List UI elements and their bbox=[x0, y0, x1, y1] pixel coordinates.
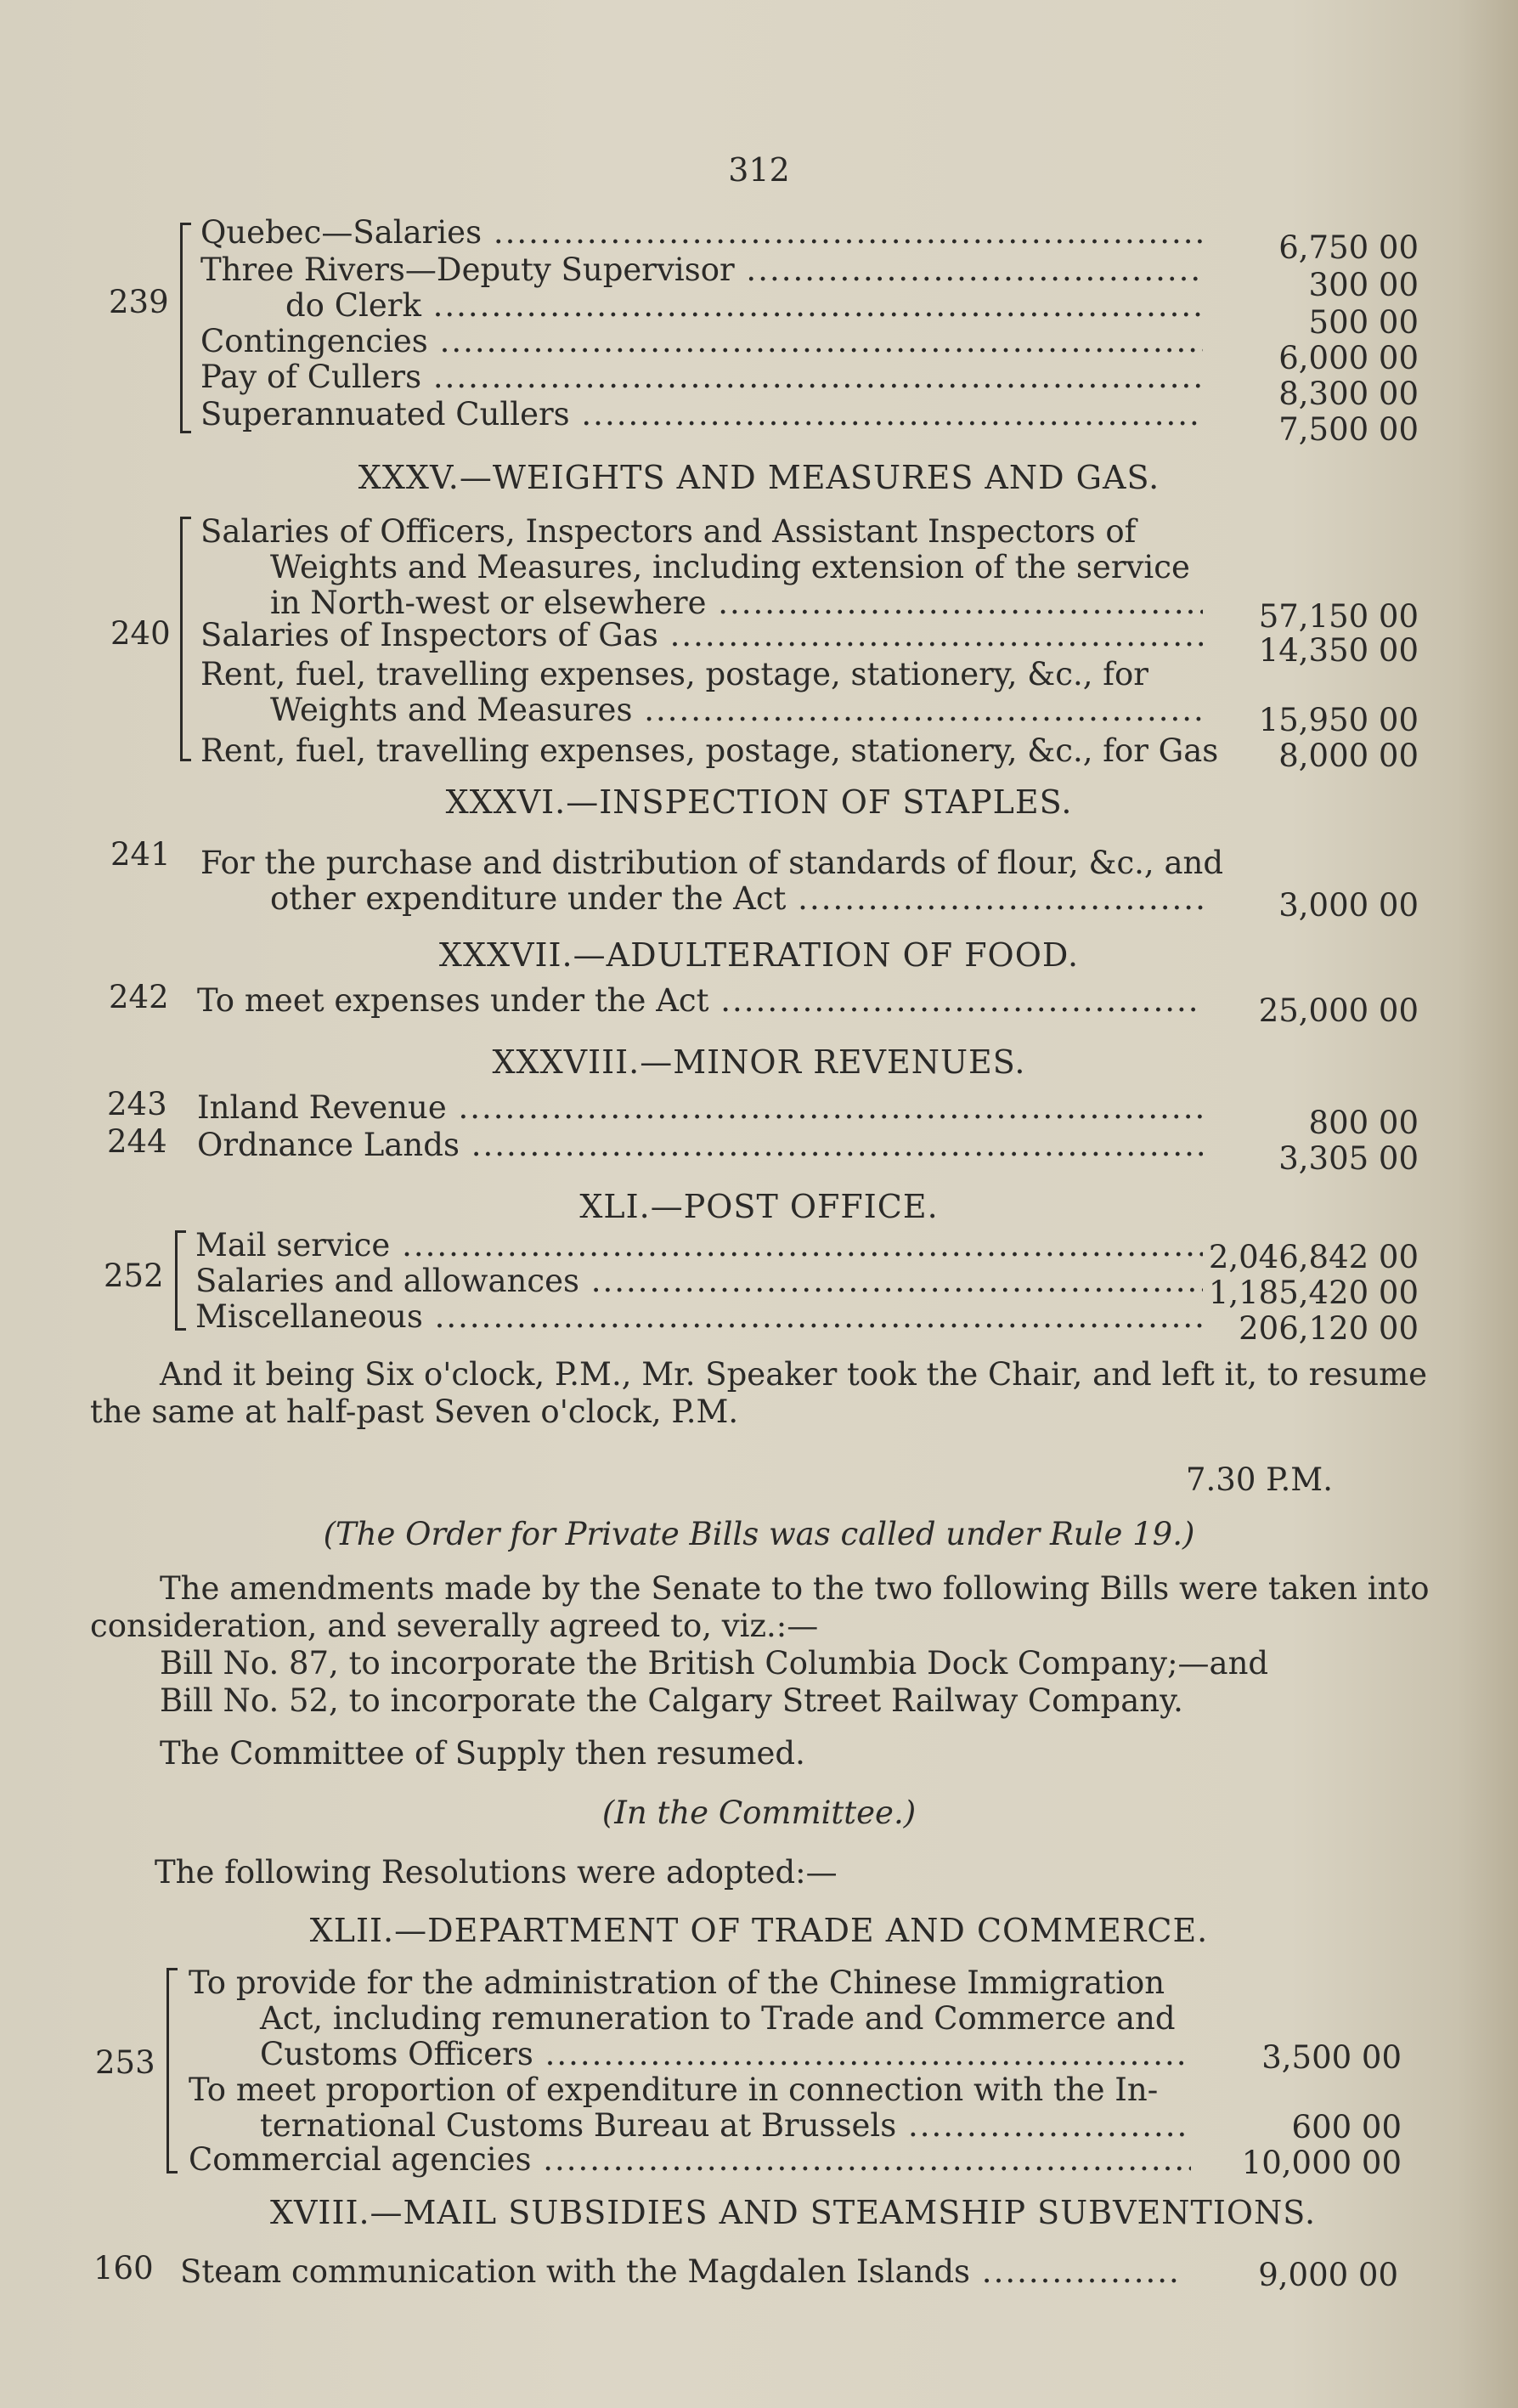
line-item: Inland Revenue ..... bbox=[197, 1089, 1203, 1126]
line-amount: 6,000 00 bbox=[1278, 340, 1419, 376]
line-item: Weights and Measures ..... bbox=[270, 692, 1203, 728]
line-amount: 10,000 00 bbox=[1241, 2145, 1402, 2181]
line-item: Ordnance Lands ..... bbox=[197, 1127, 1203, 1163]
line-amount: 14,350 00 bbox=[1258, 632, 1419, 669]
paragraph-line: consideration, and severally agreed to, viz.:— bbox=[90, 1608, 819, 1644]
item-text: Rent, fuel, travelling expenses, postage, stationery, &c., for bbox=[200, 656, 1148, 692]
line-amount: 8,300 00 bbox=[1278, 376, 1419, 412]
line-amount: 8,000 00 bbox=[1278, 738, 1419, 774]
line-amount: 9,000 00 bbox=[1258, 2257, 1398, 2293]
line-amount: 600 00 bbox=[1291, 2109, 1402, 2145]
line-item: Three Rivers—Deputy Supervisor ..... bbox=[200, 252, 1203, 288]
line-amount: 300 00 bbox=[1308, 267, 1419, 303]
section-heading: XXXV.—WEIGHTS AND MEASURES AND GAS. bbox=[358, 459, 1160, 496]
bill-line: Bill No. 87, to incorporate the British Columbia Dock Company;—and bbox=[160, 1645, 1269, 1682]
item-number-252: 252 bbox=[104, 1258, 164, 1294]
paragraph-line: the same at half-past Seven o'clock, P.M. bbox=[90, 1393, 739, 1430]
line-amount: 206,120 00 bbox=[1239, 1310, 1419, 1347]
line-item: Salaries of Inspectors of Gas ..... bbox=[200, 617, 1203, 653]
line-amount: 2,046,842 00 bbox=[1208, 1239, 1419, 1275]
line-item: Contingencies ..... bbox=[200, 323, 1203, 359]
brace-253 bbox=[166, 1968, 178, 2173]
brace-240 bbox=[180, 517, 191, 761]
paragraph-line: And it being Six o'clock, P.M., Mr. Speaker took the Chair, and left it, to resume bbox=[160, 1356, 1428, 1393]
section-heading: XVIII.—MAIL SUBSIDIES AND STEAMSHIP SUBVENTIONS. bbox=[269, 2194, 1317, 2231]
line-item: in North-west or elsewhere ..... bbox=[270, 585, 1203, 621]
line-item: Miscellaneous ..... bbox=[195, 1298, 1203, 1335]
line-amount: 3,500 00 bbox=[1261, 2039, 1402, 2076]
section-heading: XLII.—DEPARTMENT OF TRADE AND COMMERCE. bbox=[309, 1912, 1209, 1949]
line-item: Customs Officers ..... bbox=[260, 2036, 1191, 2072]
line-item: Salaries and allowances ..... bbox=[195, 1263, 1203, 1299]
item-number-240: 240 bbox=[110, 615, 171, 652]
item-number-241: 241 bbox=[110, 836, 171, 873]
line-item: do Clerk ..... bbox=[200, 287, 1203, 324]
resolutions-adopted: The following Resolutions were adopted:— bbox=[155, 1854, 838, 1891]
line-item: Pay of Cullers ..... bbox=[200, 359, 1203, 395]
line-item: Commercial agencies ..... bbox=[189, 2141, 1191, 2178]
line-item: other expenditure under the Act ..... bbox=[270, 880, 1203, 917]
section-heading: XLI.—POST OFFICE. bbox=[579, 1188, 939, 1225]
line-amount: 1,185,420 00 bbox=[1208, 1275, 1419, 1311]
brace-252 bbox=[175, 1230, 186, 1331]
item-text: Weights and Measures, including extension of the service bbox=[270, 549, 1190, 585]
line-amount: 57,150 00 bbox=[1258, 598, 1419, 635]
item-number-160: 160 bbox=[93, 2250, 154, 2286]
line-amount: 3,305 00 bbox=[1278, 1140, 1419, 1177]
committee-resumed: The Committee of Supply then resumed. bbox=[160, 1735, 805, 1772]
item-number-243: 243 bbox=[107, 1086, 167, 1122]
item-number-244: 244 bbox=[107, 1123, 167, 1160]
page-number: 312 bbox=[728, 151, 790, 189]
line-item: To meet expenses under the Act ..... bbox=[197, 982, 1203, 1019]
paragraph-line: The amendments made by the Senate to the two following Bills were taken into bbox=[160, 1570, 1430, 1607]
section-heading: XXXVIII.—MINOR REVENUES. bbox=[492, 1043, 1026, 1081]
line-item: Mail service ..... bbox=[195, 1227, 1203, 1263]
line-item: Superannuated Cullers ..... bbox=[200, 396, 1203, 432]
item-text: Salaries of Officers, Inspectors and Assistant Inspectors of bbox=[200, 513, 1137, 550]
line-item: ternational Customs Bureau at Brussels ..... bbox=[260, 2107, 1191, 2144]
item-text: Rent, fuel, travelling expenses, postage, stationery, &c., for Gas bbox=[200, 732, 1219, 769]
line-amount: 25,000 00 bbox=[1258, 992, 1419, 1029]
item-text: To provide for the administration of the Chinese Immigration bbox=[189, 1964, 1165, 2001]
bill-line: Bill No. 52, to incorporate the Calgary Street Railway Company. bbox=[160, 1682, 1183, 1719]
private-bills-note: (The Order for Private Bills was called under Rule 19.) bbox=[323, 1516, 1195, 1552]
line-amount: 15,950 00 bbox=[1258, 702, 1419, 738]
proceedings-paragraph bbox=[90, 1356, 1432, 1431]
item-number-239: 239 bbox=[109, 284, 169, 320]
in-committee-note: (In the Committee.) bbox=[601, 1795, 917, 1831]
item-number-242: 242 bbox=[109, 979, 169, 1015]
line-amount: 800 00 bbox=[1308, 1105, 1419, 1141]
item-text: Act, including remuneration to Trade and Commerce and bbox=[260, 2000, 1176, 2037]
time-mark: 7.30 P.M. bbox=[1186, 1461, 1333, 1498]
item-text: For the purchase and distribution of standards of flour, &c., and bbox=[200, 845, 1224, 881]
line-amount: 500 00 bbox=[1308, 304, 1419, 341]
line-item: Quebec—Salaries ..... bbox=[200, 214, 1203, 251]
line-amount: 3,000 00 bbox=[1278, 887, 1419, 924]
item-number-253: 253 bbox=[95, 2044, 155, 2081]
amendments-paragraph bbox=[90, 1570, 1449, 1720]
line-item: Steam communication with the Magdalen Islands ..... bbox=[180, 2253, 1179, 2290]
section-heading: XXXVI.—INSPECTION OF STAPLES. bbox=[445, 783, 1073, 821]
section-heading: XXXVII.—ADULTERATION OF FOOD. bbox=[438, 936, 1080, 974]
line-amount: 7,500 00 bbox=[1278, 411, 1419, 448]
item-text: To meet proportion of expenditure in connection with the In- bbox=[189, 2072, 1159, 2108]
line-amount: 6,750 00 bbox=[1278, 229, 1419, 266]
brace-239 bbox=[180, 223, 191, 433]
